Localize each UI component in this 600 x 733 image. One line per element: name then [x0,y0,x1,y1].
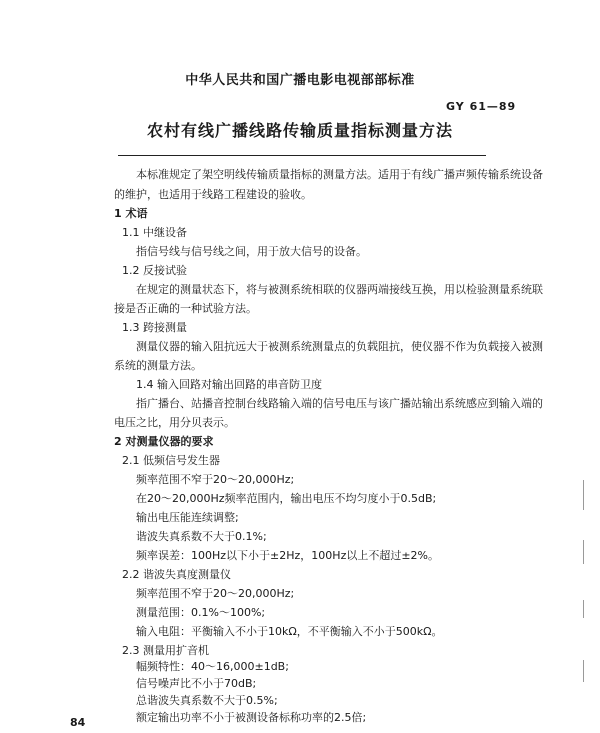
section-2-2-heading: 2.2 谐波失真度测量仪 [122,568,231,581]
section-2-1-item: 谐波失真系数不大于0.1%; [136,530,267,543]
section-1-2-text-line-2: 接是否正确的一种试验方法。 [114,302,257,315]
section-1-4-text-line-1: 指广播台、站播音控制台线路输入端的信号电压与该广播站输出系统感应到输入端的 [136,397,543,410]
standard-body-header: 中华人民共和国广播电影电视部部标准 [185,73,415,88]
section-2-3-item: 幅频特性：40～16,000±1dB; [136,660,289,673]
standard-code: GY 61—89 [446,100,517,113]
section-2-2-item: 输入电阻：平衡输入不小于10kΩ，不平衡输入不小于500kΩ。 [136,625,443,638]
section-1-1-text: 指信号线与信号线之间，用于放大信号的设备。 [136,245,367,258]
section-1-3-heading: 1.3 跨接测量 [122,321,187,334]
section-1-3-text-line-1: 测量仪器的输入阻抗远大于被测系统测量点的负载阻抗，使仪器不作为负载接入被测 [136,340,543,353]
section-2-heading: 2 对测量仪器的要求 [114,435,214,448]
section-2-2-item: 测量范围：0.1%～100%; [136,606,266,619]
section-1-heading: 1 术语 [114,207,148,220]
intro-paragraph-line-2: 的维护，也适用于线路工程建设的验收。 [114,188,312,201]
page-number: 84 [70,716,86,729]
scan-margin-mark [583,540,584,564]
section-2-3-item: 总谐波失真系数不大于0.5%; [136,694,278,707]
section-1-2-heading: 1.2 反接试验 [122,264,187,277]
section-2-1-item: 频率范围不窄于20～20,000Hz; [136,473,295,486]
section-2-1-item: 频率误差：100Hz以下小于±2Hz，100Hz以上不超过±2%。 [136,549,440,562]
section-1-2-text-line-1: 在规定的测量状态下，将与被测系统相联的仪器两端接线互换，用以检验测量系统联 [136,283,543,296]
section-1-1-heading: 1.1 中继设备 [122,226,187,239]
scan-margin-mark [583,660,584,682]
scan-margin-mark [583,600,584,618]
section-2-2-item: 频率范围不窄于20～20,000Hz; [136,587,295,600]
scan-margin-mark [583,480,584,510]
section-1-4-heading: 1.4 输入回路对输出回路的串音防卫度 [136,378,322,391]
section-1-3-text-line-2: 系统的测量方法。 [114,359,202,372]
section-2-3-heading: 2.3 测量用扩音机 [122,644,209,657]
section-1-4-text-line-2: 电压之比，用分贝表示。 [114,416,235,429]
document-title: 农村有线广播线路传输质量指标测量方法 [146,121,453,140]
section-2-3-item: 额定输出功率不小于被测设备标称功率的2.5倍; [136,711,367,724]
section-2-1-item: 在20～20,000Hz频率范围内，输出电压不均匀度小于0.5dB; [136,492,437,505]
section-2-3-item: 信号噪声比不小于70dB; [136,677,257,690]
section-2-1-item: 输出电压能连续调整; [136,511,239,524]
title-rule [118,155,486,156]
intro-paragraph-line-1: 本标准规定了架空明线传输质量指标的测量方法。适用于有线广播声频传输系统设备 [136,168,543,181]
section-2-1-heading: 2.1 低频信号发生器 [122,454,220,467]
